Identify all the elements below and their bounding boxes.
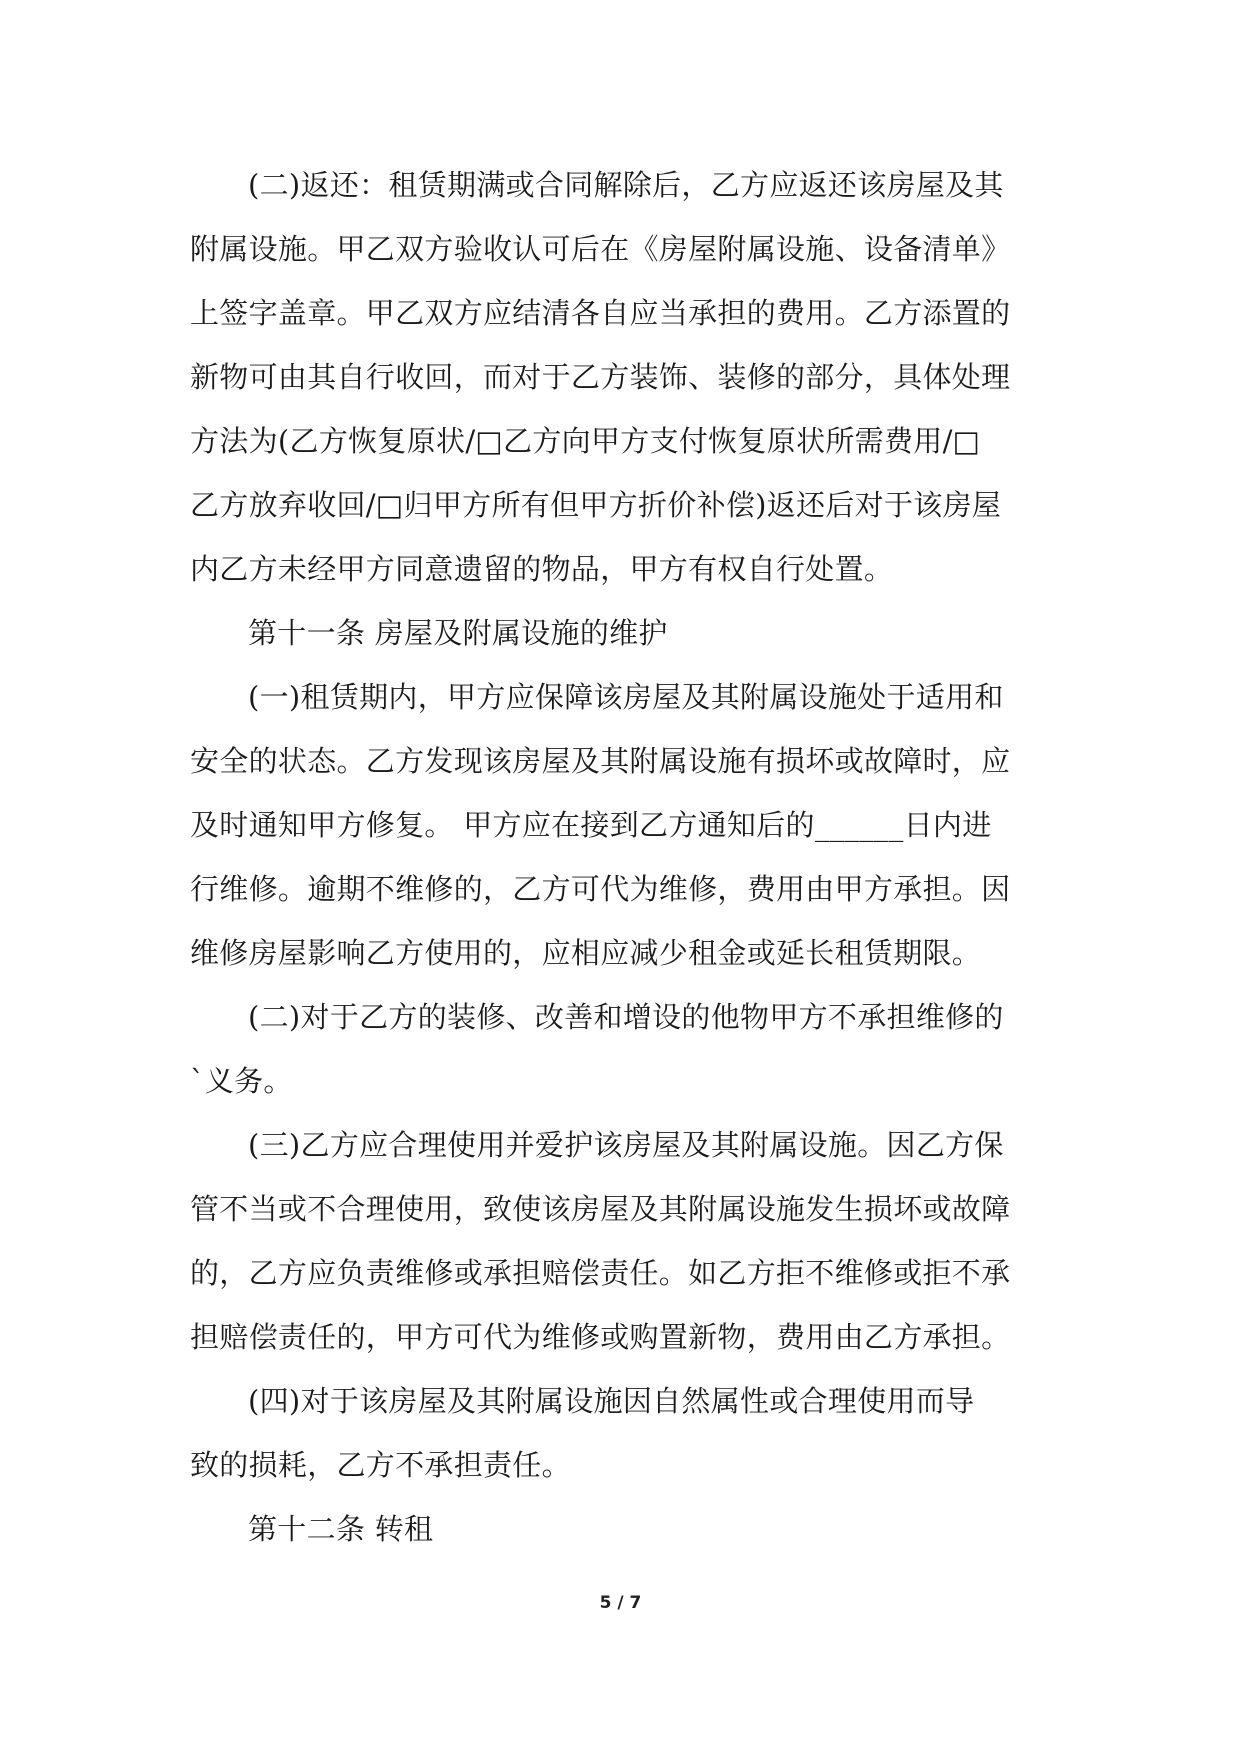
text-line: 担赔偿责任的，甲方可代为维修或购置新物，费用由乙方承担。 [190, 1320, 1011, 1354]
text-line: 管不当或不合理使用，致使该房屋及其附属设施发生损坏或故障 [190, 1192, 1011, 1226]
text-line: 行维修。逾期不维修的，乙方可代为维修，费用由甲方承担。因 [190, 872, 1011, 906]
text-line: 附属设施。甲乙双方验收认可后在《房屋附属设施、设备清单》 [190, 232, 1011, 266]
page-number: 5 / 7 [599, 1593, 642, 1613]
text-line: 维修房屋影响乙方使用的，应相应减少租金或延长租赁期限。 [190, 936, 982, 970]
document-body [190, 153, 1050, 1561]
text-line: (三)乙方应合理使用并爱护该房屋及其附属设施。因乙方保 [248, 1128, 1004, 1162]
text-line: `义务。 [190, 1064, 293, 1098]
text-line: 安全的状态。乙方发现该房屋及其附属设施有损坏或故障时，应 [190, 744, 1011, 778]
text-line: 的，乙方应负责维修或承担赔偿责任。如乙方拒不维修或拒不承 [190, 1256, 1011, 1290]
text-line: 第十二条 转租 [248, 1512, 434, 1546]
text-line: 第十一条 房屋及附属设施的维护 [248, 616, 668, 650]
text-line: 内乙方未经甲方同意遗留的物品，甲方有权自行处置。 [190, 552, 894, 586]
text-line: 新物可由其自行收回，而对于乙方装饰、装修的部分，具体处理 [190, 360, 1011, 394]
text-line: (二)对于乙方的装修、改善和增设的他物甲方不承担维修的 [248, 1000, 1004, 1034]
text-line: (一)租赁期内，甲方应保障该房屋及其附属设施处于适用和 [248, 680, 1004, 714]
text-line: 致的损耗，乙方不承担责任。 [190, 1448, 571, 1482]
text-line: (四)对于该房屋及其附属设施因自然属性或合理使用而导 [248, 1384, 975, 1418]
text-line: 及时通知甲方修复。 甲方应在接到乙方通知后的______日内进 [190, 808, 992, 842]
text-line: 乙方放弃收回/□归甲方所有但甲方折价补偿)返还后对于该房屋 [190, 488, 1002, 522]
text-line: 方法为(乙方恢复原状/□乙方向甲方支付恢复原状所需费用/□ [190, 424, 981, 458]
text-line: 上签字盖章。甲乙双方应结清各自应当承担的费用。乙方添置的 [190, 296, 1011, 330]
text-line: (二)返还：租赁期满或合同解除后，乙方应返还该房屋及其 [248, 168, 1004, 202]
